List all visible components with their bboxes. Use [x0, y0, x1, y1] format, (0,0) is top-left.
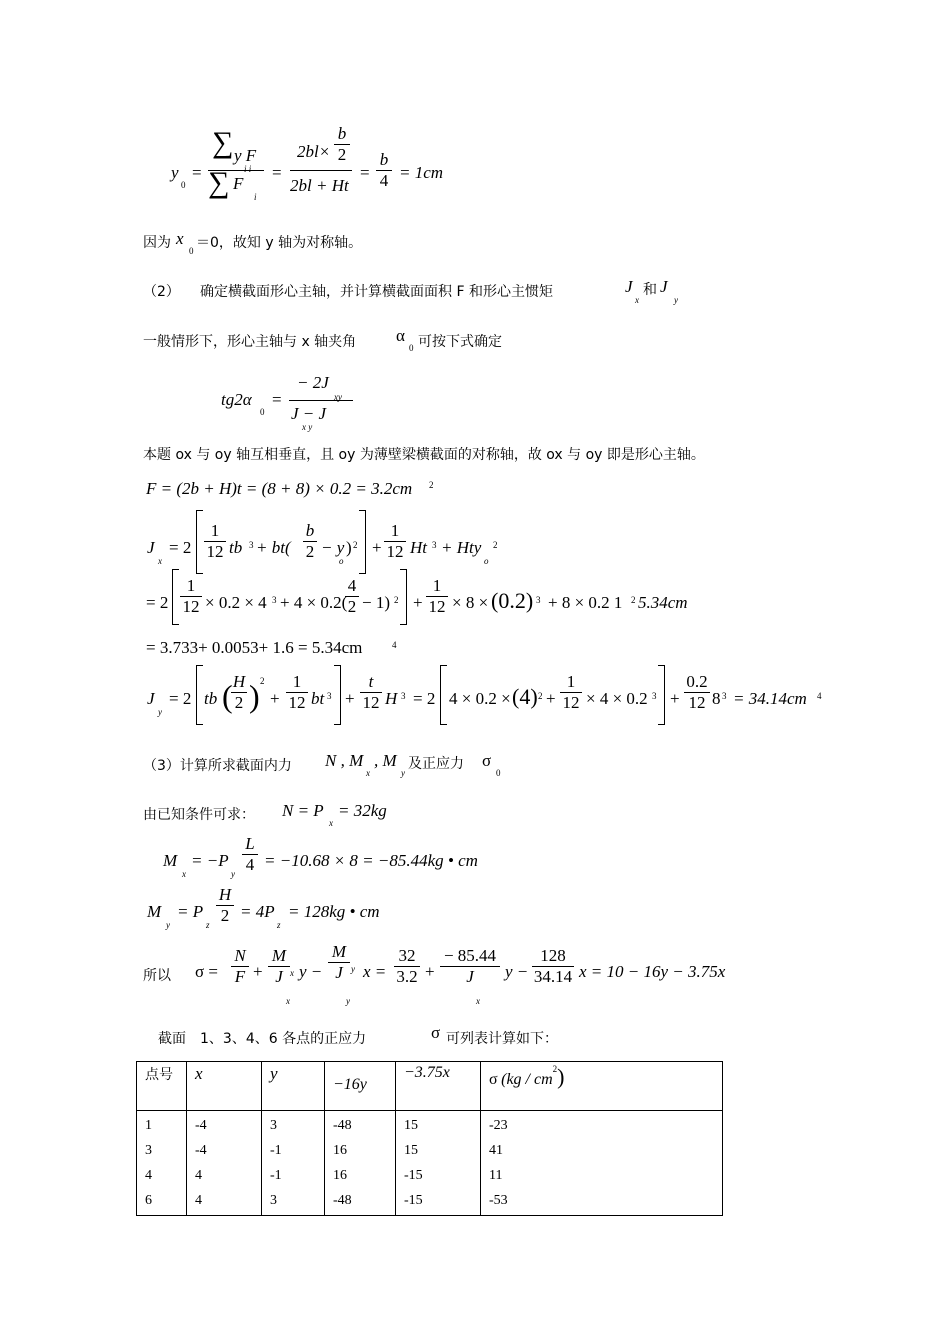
- step3-m1-sub: x: [366, 768, 370, 778]
- header-x: x: [187, 1062, 262, 1111]
- y0-lhs-sub: 0: [181, 180, 186, 190]
- jx1-t1-sup: 3: [249, 540, 254, 550]
- sigma-frac-1: N F: [231, 946, 249, 987]
- jy-plus2: +: [345, 689, 355, 708]
- jx1-t6-sup: 2: [493, 540, 498, 550]
- Mx-lhs-sub: x: [182, 869, 186, 879]
- jx1-frac-3: 1 12: [384, 521, 406, 562]
- N-eq: N = P: [282, 801, 324, 820]
- jy-paren-left: (: [222, 678, 233, 714]
- y0-mid-den: 2bl + Ht: [290, 176, 349, 195]
- jy-bracket-right-2: [658, 665, 665, 725]
- sigma-t3: y −: [505, 962, 529, 981]
- jx2-t3-sup: 2: [394, 595, 399, 605]
- y0-mid-num: 2bl×: [297, 142, 331, 161]
- jy-bracket-left-2: [440, 665, 447, 725]
- sigma-f2-num-sub: x: [290, 968, 294, 978]
- x0-sub: 0: [189, 246, 194, 256]
- jx1-t2: + bt(: [256, 538, 291, 557]
- tg-eq: =: [272, 390, 282, 409]
- y0-eq-2: =: [272, 163, 282, 182]
- jy-t4: 4 × 0.2 ×: [449, 689, 511, 708]
- My-p2-sub: z: [277, 920, 281, 930]
- step2-j2-sub: y: [674, 295, 678, 305]
- header-375x: −3.75x: [396, 1062, 481, 1111]
- col-sigma: -23 41 11 -53: [481, 1111, 723, 1216]
- My-rhs: = 128kg • cm: [288, 902, 380, 921]
- jx2-frac-2: 4 2: [345, 576, 359, 617]
- sigma-t2: x =: [363, 962, 387, 981]
- axes-statement: 本题 ox 与 oy 轴互相垂直，且 oy 为薄壁梁横截面的对称轴，故 ox 与 oy 即是形心主轴。: [143, 447, 705, 463]
- table-intro-post: 可列表计算如下：: [446, 1031, 558, 1047]
- jx2-t3: − 1): [362, 593, 390, 612]
- x0-post: ＝0，故知 y 轴为对称轴。: [196, 235, 363, 251]
- header-point: 点号: [137, 1062, 187, 1111]
- sigma-f3-num-sub: y: [351, 964, 355, 974]
- jy-t6-sup: 3: [722, 691, 727, 701]
- jx1-t6: + Hty: [441, 538, 482, 557]
- jx1-t4-sup: 2: [353, 540, 358, 550]
- jx1-frac-1: 1 12: [204, 521, 226, 562]
- y0-inner-fraction: b 2: [334, 124, 350, 165]
- step3-sigma-sub: 0: [496, 768, 501, 778]
- jy-plus3: +: [546, 689, 556, 708]
- jy-t5: × 4 × 0.2: [586, 689, 648, 708]
- jy-eq: = 2: [169, 689, 192, 708]
- sigma-frac-3: M J: [328, 942, 350, 983]
- jy-frac-3: t 12: [360, 672, 382, 713]
- tg-fraction-bar: [289, 400, 353, 401]
- N-sub: x: [329, 818, 333, 828]
- My-lhs: M: [147, 902, 162, 921]
- jx2-t4-sup: 3: [536, 595, 541, 605]
- Mx-rhs: = −10.68 × 8 = −85.44kg • cm: [264, 851, 478, 870]
- sigma-frac-6: 128 34.14: [533, 946, 573, 986]
- y0-fraction-bar-2: [290, 170, 352, 171]
- y0-den-sub: i: [254, 192, 257, 202]
- jx1-lhs: J: [147, 538, 155, 557]
- step2-j1-sub: x: [635, 295, 639, 305]
- step2-j1: J: [625, 277, 633, 296]
- alpha-symbol: α: [396, 326, 405, 345]
- jx2-t1-sup: 3: [272, 595, 277, 605]
- F-sup: 2: [429, 480, 434, 490]
- jy-t7-sup: 4: [817, 691, 822, 701]
- F-text: F = (2b + H)t = (8 + 8) × 0.2 = 3.2cm: [146, 479, 413, 498]
- jy-t5-sup: 3: [652, 691, 657, 701]
- sigma-plus2: +: [425, 962, 435, 981]
- sigma-frac-2: M J: [268, 946, 290, 987]
- Mx-lhs: M: [163, 851, 178, 870]
- header-y: y: [262, 1062, 325, 1111]
- jx2-frac-1: 1 12: [180, 576, 202, 617]
- jx2-t5-sup: 2: [631, 595, 636, 605]
- step2-and: 和: [643, 282, 657, 298]
- jx1-t3-sub: o: [339, 556, 344, 566]
- y0-num-sub: i i: [244, 164, 252, 174]
- jy-t1: tb: [204, 689, 218, 708]
- y0-result: = 1cm: [399, 163, 444, 182]
- table-intro-text: 截面 1、3、4、6 各点的正应力: [158, 1031, 367, 1047]
- alpha-text: 一般情形下，形心主轴与 x 轴夹角: [143, 334, 357, 350]
- y0-fraction-bar-1: [208, 170, 264, 171]
- jx2-frac-3: 1 12: [426, 576, 448, 617]
- step2-j2: J: [660, 277, 668, 296]
- jx1-t5: Ht: [410, 538, 427, 557]
- sigma-pre: 所以: [143, 968, 171, 984]
- sigma-lhs: σ =: [195, 962, 219, 981]
- My-p-sub: z: [206, 920, 210, 930]
- jy-t7: = 34.14cm: [733, 689, 807, 708]
- tg-lhs: tg2α: [221, 390, 252, 409]
- tg-lhs-sub: 0: [260, 407, 265, 417]
- table-intro-sigma: σ: [431, 1023, 441, 1042]
- alpha-post: 可按下式确定: [418, 334, 502, 350]
- jx2-paren: (0.2): [491, 588, 534, 613]
- sum-sign-bottom: ∑: [208, 166, 230, 199]
- y0-right-fraction: b 4: [376, 150, 392, 191]
- jy-plus4: +: [670, 689, 680, 708]
- step3-vars: N , M: [325, 751, 364, 770]
- sum-sign-top: ∑: [212, 126, 234, 159]
- jy-t4-sup: 2: [538, 691, 543, 701]
- jx1-eq: = 2: [169, 538, 192, 557]
- y0-eq: =: [192, 163, 202, 182]
- jy-frac-5: 0.2 12: [684, 672, 710, 713]
- jx1-frac-2: b 2: [303, 521, 317, 562]
- col-point: 1 3 4 6: [137, 1111, 187, 1216]
- jy-paren: (4): [512, 684, 538, 709]
- tg-den: J − J: [291, 404, 327, 423]
- sigma-f3-den-sub: y: [346, 996, 350, 1006]
- N-post: = 32kg: [338, 801, 387, 820]
- N-pre: 由已知条件可求：: [143, 807, 255, 823]
- jx2-bracket-left: [172, 569, 179, 625]
- jx1-t5-sup: 3: [432, 540, 437, 550]
- step3-comma: , M: [374, 751, 397, 770]
- jx3-sup: 4: [392, 640, 397, 650]
- jy-t3: H: [385, 689, 398, 708]
- jx2-t6: 5.34cm: [638, 593, 688, 612]
- step3-post: 及正应力: [408, 756, 464, 772]
- jy-t6: 8: [712, 689, 721, 708]
- Mx-eq: = −P: [191, 851, 229, 870]
- jy-sq: 2: [260, 676, 265, 686]
- step2-label: （2）: [143, 284, 180, 300]
- alpha-sub: 0: [409, 343, 414, 353]
- table-body-row: [137, 1111, 723, 1216]
- Mx-frac: L 4: [242, 834, 258, 875]
- step3-m2-sub: y: [401, 768, 405, 778]
- jy-bracket-right: [334, 665, 341, 725]
- My-mid: = 4P: [240, 902, 275, 921]
- jy-frac-1: H 2: [232, 672, 246, 712]
- sigma-plus: +: [253, 962, 263, 981]
- tg-num-sub: xy: [334, 392, 342, 402]
- jy-t2: bt: [311, 689, 325, 708]
- sigma-frac-4: 32 3.2: [394, 946, 420, 987]
- tg-num: − 2J: [297, 373, 329, 392]
- jx1-bracket-right: [359, 510, 366, 574]
- jx2-eq: = 2: [146, 593, 169, 612]
- jy-t2-sup: 3: [327, 691, 332, 701]
- jx2-bracket-right: [400, 569, 407, 625]
- sigma-frac-5: − 85.44 J: [440, 946, 500, 987]
- jx1-lhs-sub: x: [158, 556, 162, 566]
- jx2-t1: × 0.2 × 4: [205, 593, 267, 612]
- jx2-t5: + 8 × 0.2 1: [548, 593, 623, 612]
- jy-t3-sup: 3: [401, 691, 406, 701]
- y0-den-terms: F: [233, 174, 244, 193]
- col-16y: -48 16 16 -48: [325, 1111, 396, 1216]
- jx1-t4: ): [346, 538, 352, 557]
- stress-table: [136, 1061, 723, 1216]
- My-frac: H 2: [216, 885, 234, 926]
- x0-var: x: [176, 229, 184, 248]
- step2-text: 确定横截面形心主轴，并计算横截面面积 F 和形心主惯矩: [200, 284, 553, 300]
- jy-frac-4: 1 12: [560, 672, 582, 713]
- My-eq: = P: [177, 902, 204, 921]
- jx2-t2: + 4 × 0.2(: [280, 593, 348, 612]
- jx1-t3: − y: [321, 538, 345, 557]
- table-header-row: [137, 1062, 723, 1111]
- jx1-bracket-left: [196, 510, 203, 574]
- jx2-plus: +: [413, 593, 423, 612]
- jx1-t6-sub: o: [484, 556, 489, 566]
- sigma-t4: x = 10 − 16y − 3.75x: [579, 962, 726, 981]
- jy-bracket-left: [196, 665, 203, 725]
- y0-eq-3: =: [360, 163, 370, 182]
- sigma-t1: y −: [299, 962, 323, 981]
- x0-pre: 因为: [143, 235, 171, 251]
- header-16y: −16y: [325, 1062, 396, 1111]
- sigma-f5-den-sub: x: [476, 996, 480, 1006]
- jx3-text: = 3.733+ 0.0053+ 1.6 = 5.34cm: [146, 638, 363, 657]
- jy-plus1: +: [270, 689, 280, 708]
- step3-text: （3）计算所求截面内力: [143, 758, 292, 774]
- y0-num-terms: y F: [234, 146, 257, 165]
- jy-lhs-sub: y: [158, 707, 162, 717]
- col-x: -4 -4 4 4: [187, 1111, 262, 1216]
- jx1-t1: tb: [229, 538, 243, 557]
- jx1-plus: +: [372, 538, 382, 557]
- header-sigma: σ $(kg / cm^2)$: [481, 1062, 723, 1111]
- y0-lhs: y: [171, 163, 179, 182]
- sigma-f2-den-sub: x: [286, 996, 290, 1006]
- Mx-p-sub: y: [231, 869, 235, 879]
- jy-eq2: = 2: [413, 689, 436, 708]
- step3-sigma: σ: [482, 751, 492, 770]
- jx2-t4: × 8 ×: [452, 593, 489, 612]
- jy-paren-right: ): [249, 678, 260, 714]
- jy-lhs: J: [147, 689, 155, 708]
- col-y: 3 -1 -1 3: [262, 1111, 325, 1216]
- My-lhs-sub: y: [166, 920, 170, 930]
- tg-den-sub: x y: [302, 422, 313, 432]
- jy-frac-2: 1 12: [286, 672, 308, 713]
- col-375x: 15 15 -15 -15: [396, 1111, 481, 1216]
